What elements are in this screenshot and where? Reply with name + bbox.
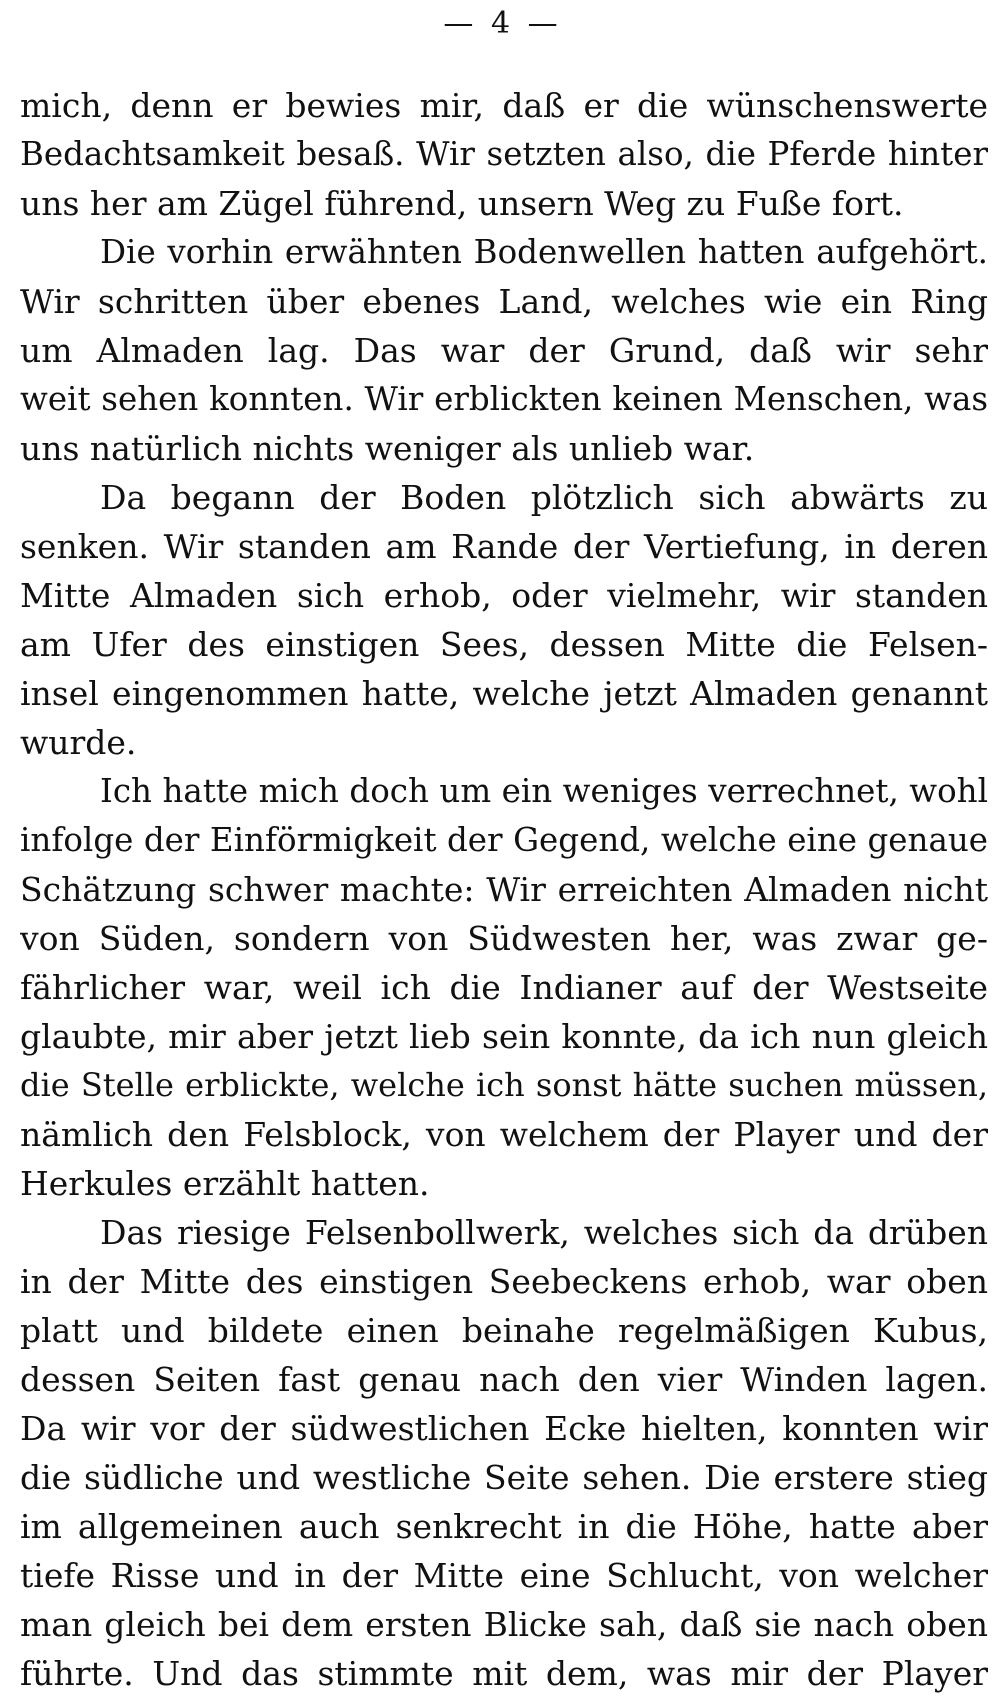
paragraph-first-line: Das riesige Felsenbollwerk, welches sich da drüben (100, 1213, 988, 1252)
text-line: Wir schritten über ebenes Land, welches wie ein Ring (20, 282, 988, 321)
text-line: uns her am Zügel führend, unsern Weg zu Fuße fort. (20, 184, 904, 223)
text-line: glaubte, mir aber jetzt lieb sein konnte, da ich nun gleich (20, 1017, 988, 1056)
paragraph-first-line: Ich hatte mich doch um ein weniges verrechnet, wohl (100, 772, 988, 810)
text-line: fährlicher war, weil ich die Indianer auf der Westseite (20, 968, 988, 1007)
text-line: Herkules erzählt hatten. (20, 1164, 430, 1203)
text-line: am Ufer des einstigen Sees, dessen Mitte die Felsen- (20, 625, 988, 664)
text-line: wurde. (20, 723, 137, 762)
text-line: Da wir vor der südwestlichen Ecke hielten, konnten wir (20, 1409, 988, 1448)
text-line: insel eingenommen hatte, welche jetzt Almaden genannt (20, 674, 988, 713)
text-line: die Stelle erblickte, welche ich sonst hätte suchen müssen, (20, 1066, 988, 1104)
paragraph-first-line: Die vorhin erwähnten Bodenwellen hatten aufgehört. (100, 233, 988, 271)
text-line: in der Mitte des einstigen Seebeckens erhob, war oben (20, 1262, 988, 1301)
text-line: um Almaden lag. Das war der Grund, daß wir sehr (20, 331, 988, 370)
text-line: Schätzung schwer machte: Wir erreichten Almaden nicht (20, 870, 988, 909)
text-line: platt und bildete einen beinahe regelmäßigen Kubus, (20, 1311, 988, 1350)
text-line: dessen Seiten fast genau nach den vier Winden lagen. (20, 1360, 988, 1399)
paragraph-first-line: Da begann der Boden plötzlich sich abwärts zu (100, 478, 988, 517)
text-line: man gleich bei dem ersten Blicke sah, daß sie nach oben (20, 1605, 988, 1644)
text-line: nämlich den Felsblock, von welchem der Player und der (20, 1115, 988, 1154)
text-line: im allgemeinen auch senkrecht in die Höhe, hatte aber (20, 1507, 988, 1546)
text-line: die südliche und westliche Seite sehen. Die erstere stieg (20, 1458, 988, 1497)
text-line: senken. Wir standen am Rande der Vertiefung, in deren (20, 527, 988, 566)
text-line: tiefe Risse und in der Mitte eine Schlucht, von welcher (20, 1556, 988, 1595)
text-line: uns natürlich nichts weniger als unlieb war. (20, 429, 755, 468)
body-text (20, 81, 988, 1698)
text-line: mich, denn er bewies mir, daß er die wünschenswerte (20, 86, 988, 125)
text-line: Bedachtsamkeit besaß. Wir setzten also, die Pferde hinter (20, 135, 988, 173)
text-line: Mitte Almaden sich erhob, oder vielmehr, wir standen (20, 576, 988, 615)
text-line: von Süden, sondern von Südwesten her, was zwar ge- (20, 919, 988, 958)
page-number: — 4 — (443, 6, 562, 41)
text-line: weit sehen konnten. Wir erblickten keinen Menschen, was (20, 380, 988, 418)
text-line: infolge der Einförmigkeit der Gegend, welche eine genaue (20, 821, 988, 859)
text-line: führte. Und das stimmte mit dem, was mir der Player (20, 1654, 988, 1693)
